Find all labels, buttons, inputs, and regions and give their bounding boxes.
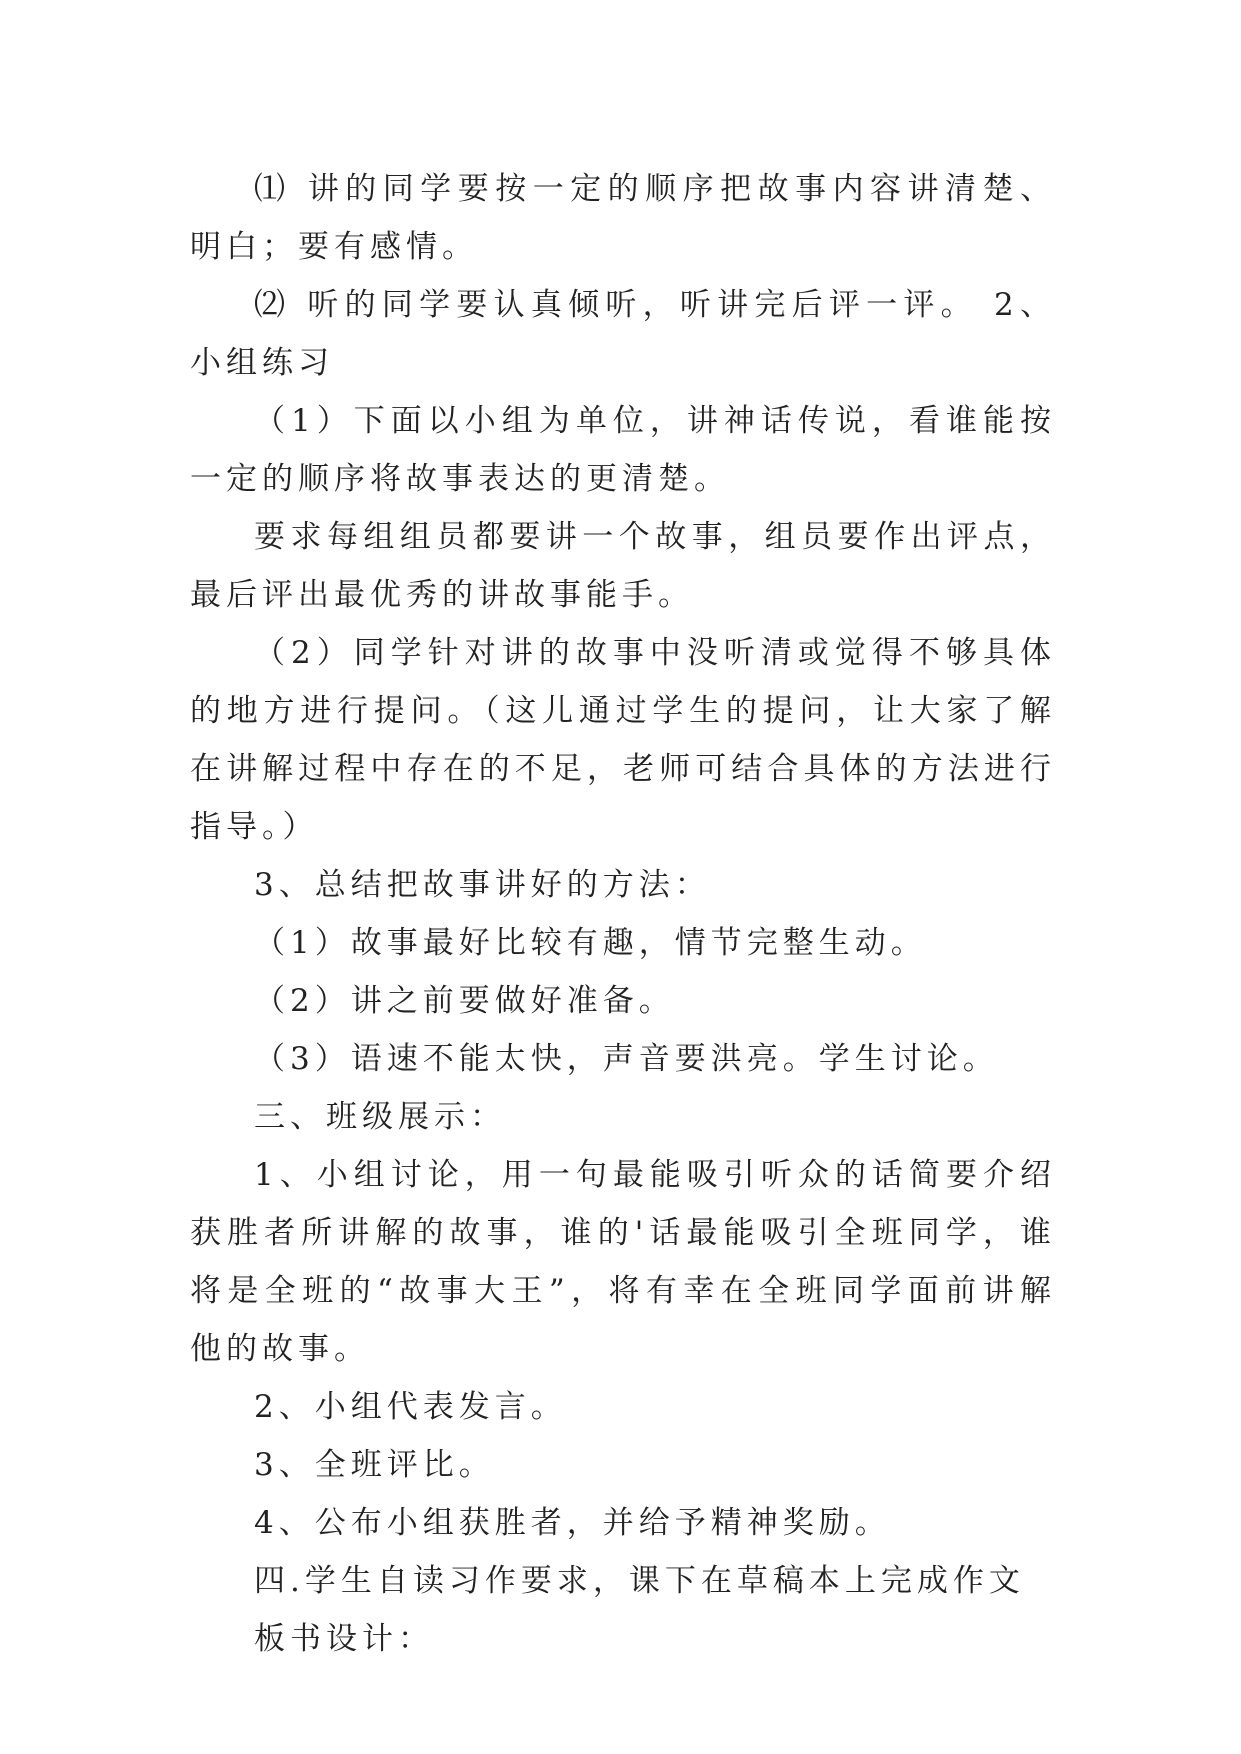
paragraph-12: 2、小组代表发言。 [254, 1389, 567, 1425]
paragraph-10: 三、班级展示： [254, 1099, 506, 1135]
paragraph-1: ⑴ 讲的同学要按一定的顺序把故事内容讲清楚、明白；要有感情。 [190, 171, 1056, 265]
paragraph-11: 1、小组讨论，用一句最能吸引听众的话简要介绍获胜者所讲解的故事，谁的'话最能吸引全班同学，谁将是全班的“故事大王”，将有幸在全班同学面前讲解他的故事。 [190, 1157, 1056, 1367]
paragraph-6: 3、总结把故事讲好的方法： [254, 867, 711, 903]
paragraph-9: （3）语速不能太快，声音要洪亮。学生讨论。 [254, 1041, 999, 1077]
paragraph-5: （2）同学针对讲的故事中没听清或觉得不够具体的地方进行提问。（这儿通过学生的提问，让大家了解在讲解过程中存在的不足，老师可结合具体的方法进行指导。） [190, 635, 1056, 845]
paragraph-15: 四.学生自读习作要求，课下在草稿本上完成作文 [254, 1563, 1025, 1599]
paragraph-16: 板书设计： [254, 1621, 434, 1657]
paragraph-7: （1）故事最好比较有趣，情节完整生动。 [254, 925, 927, 961]
paragraph-13: 3、全班评比。 [254, 1447, 495, 1483]
paragraph-8: （2）讲之前要做好准备。 [254, 983, 675, 1019]
paragraph-14: 4、公布小组获胜者，并给予精神奖励。 [254, 1505, 891, 1541]
paragraph-2: ⑵ 听的同学要认真倾听，听讲完后评一评。 2、小组练习 [190, 287, 1056, 381]
paragraph-3: （1）下面以小组为单位，讲神话传说，看谁能按一定的顺序将故事表达的更清楚。 [190, 403, 1056, 497]
document-body [190, 160, 1056, 1668]
paragraph-4: 要求每组组员都要讲一个故事，组员要作出评点，最后评出最优秀的讲故事能手。 [190, 519, 1056, 613]
